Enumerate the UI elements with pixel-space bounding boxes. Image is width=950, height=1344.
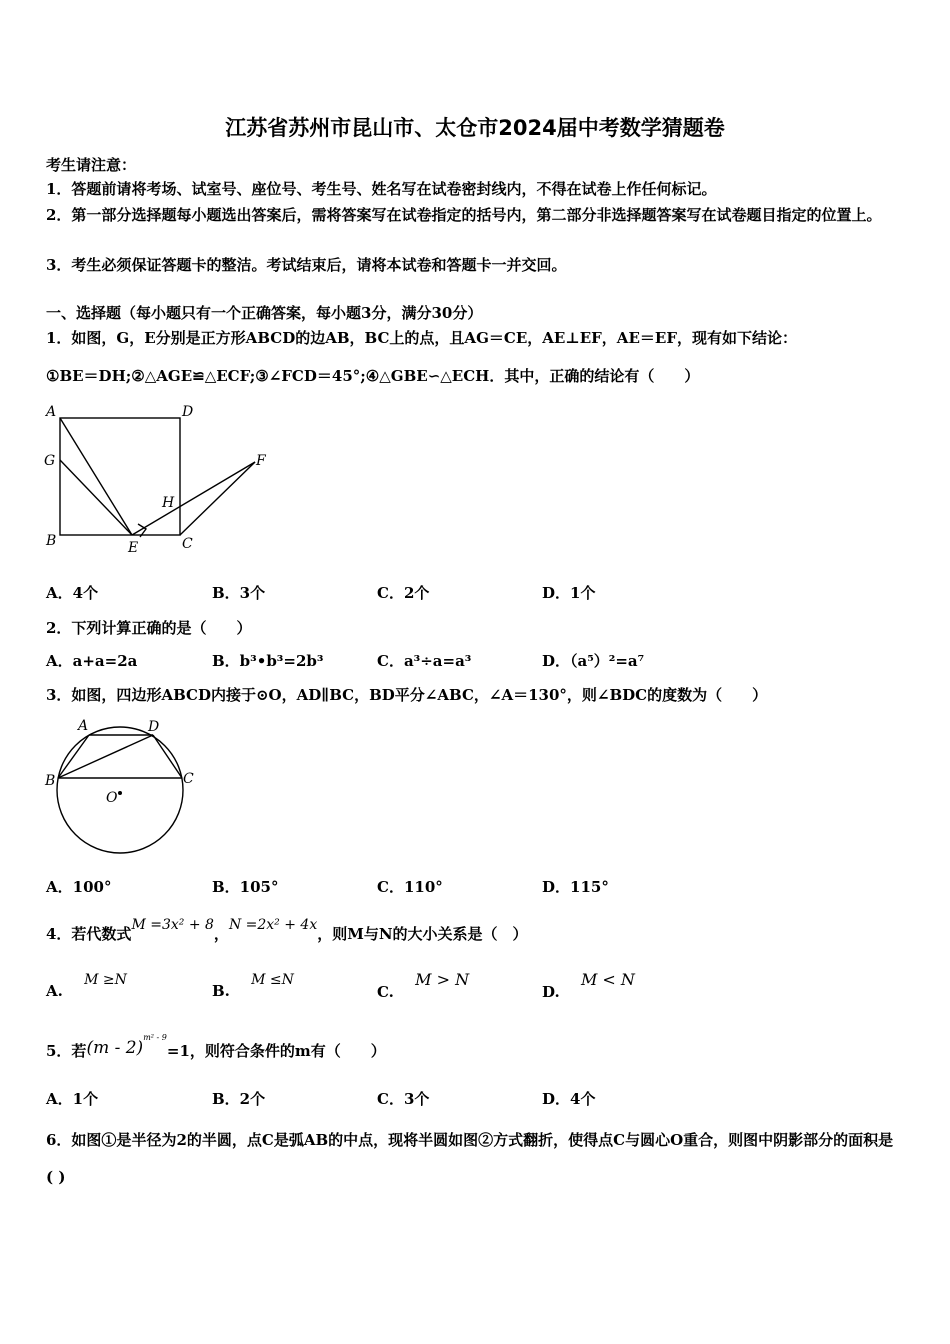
q2-option-b: B．b³•b³=2b³: [212, 652, 324, 670]
notice-item-3: 3．考生必须保证答题卡的整洁。考试结束后，请将本试卷和答题卡一并交回。: [46, 256, 567, 274]
q4-option-d-letter: D.: [542, 983, 560, 1001]
label-o: O: [106, 790, 118, 806]
q4-option-c: [377, 970, 470, 1001]
segment-bd: [58, 735, 153, 778]
q4-option-b-letter: B.: [212, 982, 230, 1000]
q3-option-b: B．105°: [212, 878, 279, 896]
label-d: D: [148, 719, 160, 735]
q4-suffix: ，则M与N的大小关系是（ ）: [317, 925, 528, 943]
q4-option-a: [46, 972, 127, 1000]
label-b: B: [45, 773, 56, 789]
q4-option-c-expr: M > N: [415, 970, 470, 989]
q3-figure-circle: [40, 715, 210, 860]
q4-option-b: [212, 972, 294, 1000]
label-g: G: [44, 453, 56, 469]
page-title: 江苏省苏州市昆山市、太仓市2024届中考数学猜题卷: [225, 116, 725, 140]
q4-stem: [46, 917, 528, 944]
q2-option-a: A．a+a=2a: [46, 652, 138, 670]
label-e: E: [128, 540, 139, 556]
notice-item-2: 2．第一部分选择题每小题选出答案后，需将答案写在试卷指定的括号内，第二部分非选择题答案写在试卷题目指定的位置上。: [46, 206, 882, 224]
q5-option-b: B．2个: [212, 1090, 266, 1108]
q4-prefix: 4．若代数式: [46, 925, 132, 943]
q1-stem: 1．如图，G，E分别是正方形ABCD的边AB，BC上的点，且AG＝CE，AE⊥EF，AE＝EF，现有如下结论：: [46, 329, 797, 347]
q3-option-c: C．110°: [377, 878, 443, 896]
q5-exponent: m² - 9: [143, 1033, 167, 1042]
q1-figure-square: [40, 400, 280, 560]
label-a: A: [78, 718, 89, 734]
q2-stem: 2．下列计算正确的是（ ）: [46, 619, 252, 637]
notice-item-1: 1．答题前请将考场、试室号、座位号、考生号、姓名写在试卷密封线内，不得在试卷上作任何标记。: [46, 180, 717, 198]
q4-option-b-expr: M ≤N: [251, 972, 294, 988]
segment-dc: [153, 735, 182, 778]
q4-option-a-letter: A.: [46, 982, 63, 1000]
label-f: F: [256, 453, 266, 469]
circle-o: [57, 727, 183, 853]
q4-n-expression: N =2x² + 4x: [228, 917, 318, 933]
q2-option-d: D．（a⁵）²=a⁷: [542, 652, 645, 670]
label-b: B: [46, 533, 57, 549]
segment-ef: [132, 462, 255, 535]
q1-option-d: D．1个: [542, 584, 596, 602]
q3-option-a: A．100°: [46, 878, 112, 896]
q4-option-d: [542, 970, 635, 1001]
q4-option-d-expr: M < N: [580, 970, 635, 989]
q2-option-c: C．a³÷a=a³: [377, 652, 472, 670]
center-dot: [118, 791, 122, 795]
segment-cf: [180, 462, 255, 535]
q1-option-c: C．2个: [377, 584, 430, 602]
label-h: H: [162, 495, 175, 511]
q5-suffix: =1，则符合条件的m有（ ）: [166, 1042, 386, 1060]
q5-prefix: 5．若: [46, 1042, 87, 1060]
q4-m-expression: M =3x² + 8: [131, 917, 214, 933]
q1-option-b: B．3个: [212, 584, 266, 602]
label-c: C: [182, 536, 193, 552]
q5-option-a: A．1个: [46, 1090, 99, 1108]
q4-option-c-letter: C.: [377, 983, 394, 1001]
q4-option-a-expr: M ≥N: [84, 972, 127, 988]
section-heading: 一、选择题（每小题只有一个正确答案，每小题3分，满分30分）: [46, 304, 483, 322]
q1-option-a: A．4个: [46, 584, 99, 602]
label-c: C: [183, 771, 194, 787]
label-d: D: [182, 404, 194, 420]
q3-option-d: D．115°: [542, 878, 609, 896]
q6-stem: 6．如图①是半径为2的半圆，点C是弧AB的中点，现将半圆如图②方式翻折，使得点C与圆心O重合，则图中阴影部分的面积是( ): [46, 1131, 894, 1186]
q3-stem: 3．如图，四边形ABCD内接于⊙O，AD∥BC，BD平分∠ABC，∠A＝130°，则∠BDC的度数为（ ）: [46, 686, 768, 704]
segment-ge: [60, 460, 132, 535]
q5-base: (m - 2): [86, 1038, 144, 1058]
label-a: A: [46, 404, 57, 420]
notice-heading: 考生请注意：: [46, 156, 137, 174]
q5-option-d: D．4个: [542, 1090, 596, 1108]
segment-ae: [60, 418, 132, 535]
q5-stem: [46, 1033, 386, 1061]
q1-stem-2: ①BE＝DH;②△AGE≌△ECF;③∠FCD＝45°;④△GBE∽△ECH．其中，正确的结论有（ ）: [46, 367, 700, 385]
q5-option-c: C．3个: [377, 1090, 430, 1108]
q4-separator: ，: [213, 925, 229, 943]
